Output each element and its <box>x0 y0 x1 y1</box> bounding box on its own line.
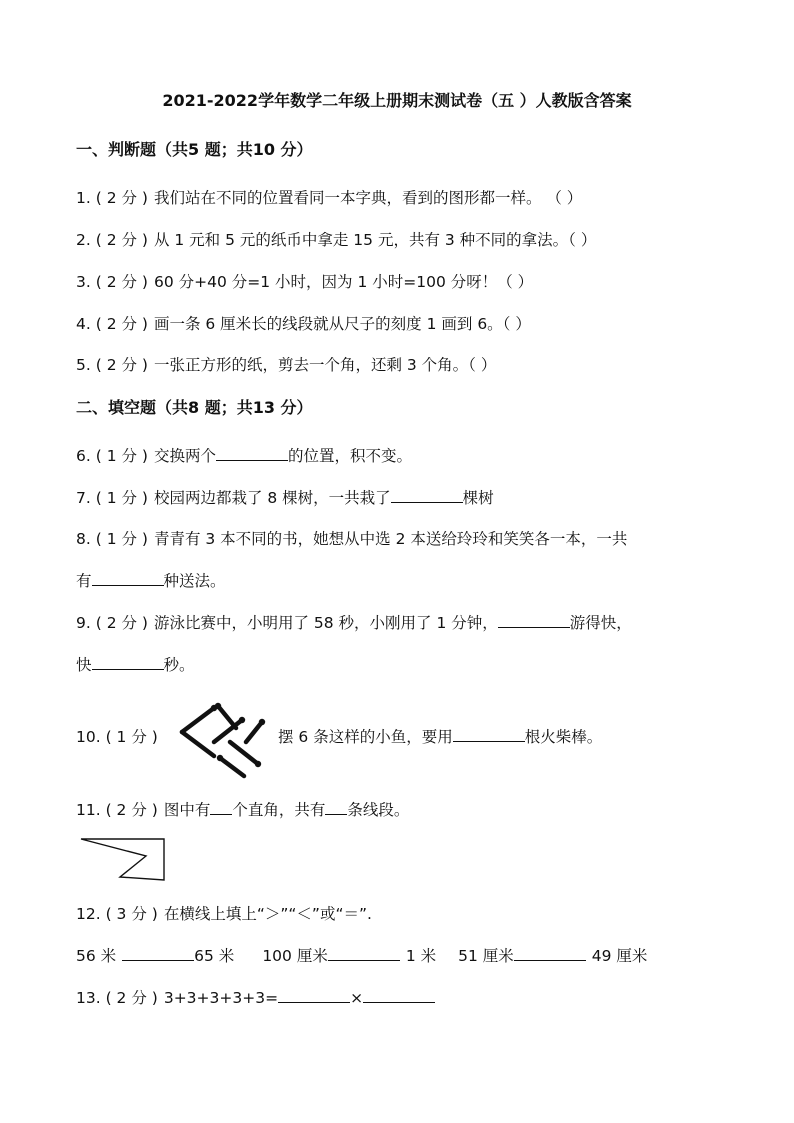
question-prefix: 3. ( 2 分 ) <box>76 273 148 291</box>
answer-blank[interactable] <box>498 611 570 628</box>
question-prefix: 13. ( 2 分 ) <box>76 989 158 1007</box>
section-heading-judgement: 一、判断题（共5 题；共10 分） <box>76 140 313 159</box>
question-prefix: 8. ( 1 分 ) <box>76 530 148 548</box>
answer-blank[interactable] <box>92 653 164 670</box>
question-text: 画一条 6 厘米长的线段就从尺子的刻度 1 画到 6。（ ） <box>153 315 531 333</box>
question-text: 秒。 <box>163 656 195 674</box>
matchstick-fish-figure <box>174 700 266 780</box>
question-7 <box>76 486 494 508</box>
question-text: 的位置，积不变。 <box>287 447 412 465</box>
question-8 <box>76 527 627 549</box>
question-text: 青青有 3 本不同的书，她想从中选 2 本送给玲玲和笑笑各一本，一共 <box>153 530 628 548</box>
question-12 <box>76 902 372 924</box>
answer-blank[interactable] <box>363 986 435 1003</box>
question-text: 交换两个 <box>153 447 216 465</box>
comparison-left: 100 厘米 <box>262 947 328 965</box>
answer-blank[interactable] <box>216 444 288 461</box>
multiply-sign: × <box>350 989 364 1007</box>
question-text: 3+3+3+3+3= <box>163 989 279 1007</box>
question-text: 棵树 <box>462 489 494 507</box>
question-text: 60 分+40 分=1 小时，因为 1 小时=100 分呀！（ ） <box>153 273 534 291</box>
geometry-figure <box>80 836 168 884</box>
section-heading-fill-in: 二、填空题（共8 题；共13 分） <box>76 398 313 417</box>
question-prefix: 9. ( 2 分 ) <box>76 614 148 632</box>
question-text: 从 1 元和 5 元的纸币中拿走 15 元，共有 3 种不同的拿法。（ ） <box>153 231 597 249</box>
question-text: 有 <box>76 572 92 590</box>
question-prefix: 12. ( 3 分 ) <box>76 905 158 923</box>
answer-blank[interactable] <box>122 944 194 961</box>
answer-blank[interactable] <box>278 986 350 1003</box>
question-2 <box>76 228 596 250</box>
question-text: 游得快， <box>569 614 632 632</box>
answer-blank[interactable] <box>210 798 232 815</box>
question-prefix: 7. ( 1 分 ) <box>76 489 148 507</box>
question-prefix: 2. ( 2 分 ) <box>76 231 148 249</box>
question-text: 图中有 <box>163 801 211 819</box>
question-3 <box>76 270 533 292</box>
answer-blank[interactable] <box>328 944 400 961</box>
question-13 <box>76 986 435 1008</box>
answer-blank[interactable] <box>325 798 347 815</box>
question-prefix: 4. ( 2 分 ) <box>76 315 148 333</box>
question-text: 我们站在不同的位置看同一本字典，看到的图形都一样。 （ ） <box>153 189 583 207</box>
question-10 <box>76 725 158 747</box>
question-text: 种送法。 <box>163 572 226 590</box>
question-9 <box>76 611 632 633</box>
question-text: 根火柴棒。 <box>524 728 603 746</box>
question-text: 游泳比赛中，小明用了 58 秒，小刚用了 1 分钟， <box>153 614 498 632</box>
question-prefix: 1. ( 2 分 ) <box>76 189 148 207</box>
comparison-left: 56 米 <box>76 947 117 965</box>
question-1 <box>76 186 582 208</box>
question-11 <box>76 798 409 820</box>
comparison-right: 1 米 <box>405 947 437 965</box>
question-12-comparisons <box>76 944 647 966</box>
answer-blank[interactable] <box>453 725 525 742</box>
answer-blank[interactable] <box>514 944 586 961</box>
comparison-right: 49 厘米 <box>591 947 648 965</box>
question-text: 摆 6 条这样的小鱼，要用 <box>278 728 453 746</box>
question-text: 条线段。 <box>347 801 410 819</box>
question-prefix: 6. ( 1 分 ) <box>76 447 148 465</box>
question-9-line-2 <box>76 653 195 675</box>
question-prefix: 11. ( 2 分 ) <box>76 801 158 819</box>
question-prefix: 5. ( 2 分 ) <box>76 356 148 374</box>
page-title: 2021-2022学年数学二年级上册期末测试卷（五 ）人教版含答案 <box>162 91 632 110</box>
comparison-right: 65 米 <box>194 947 235 965</box>
comparison-left: 51 厘米 <box>458 947 514 965</box>
question-text: 校园两边都栽了 8 棵树，一共栽了 <box>153 489 391 507</box>
question-text: 快 <box>76 656 92 674</box>
question-prefix: 10. ( 1 分 ) <box>76 728 158 746</box>
question-8-line-2 <box>76 569 226 591</box>
question-10-text <box>278 725 602 747</box>
question-5 <box>76 353 496 375</box>
question-text: 一张正方形的纸，剪去一个角，还剩 3 个角。（ ） <box>153 356 497 374</box>
answer-blank[interactable] <box>92 569 164 586</box>
answer-blank[interactable] <box>391 486 463 503</box>
question-text: 个直角，共有 <box>232 801 326 819</box>
question-text: 在横线上填上“＞”“＜”或“＝”. <box>163 905 372 923</box>
question-6 <box>76 444 412 466</box>
question-4 <box>76 312 531 334</box>
